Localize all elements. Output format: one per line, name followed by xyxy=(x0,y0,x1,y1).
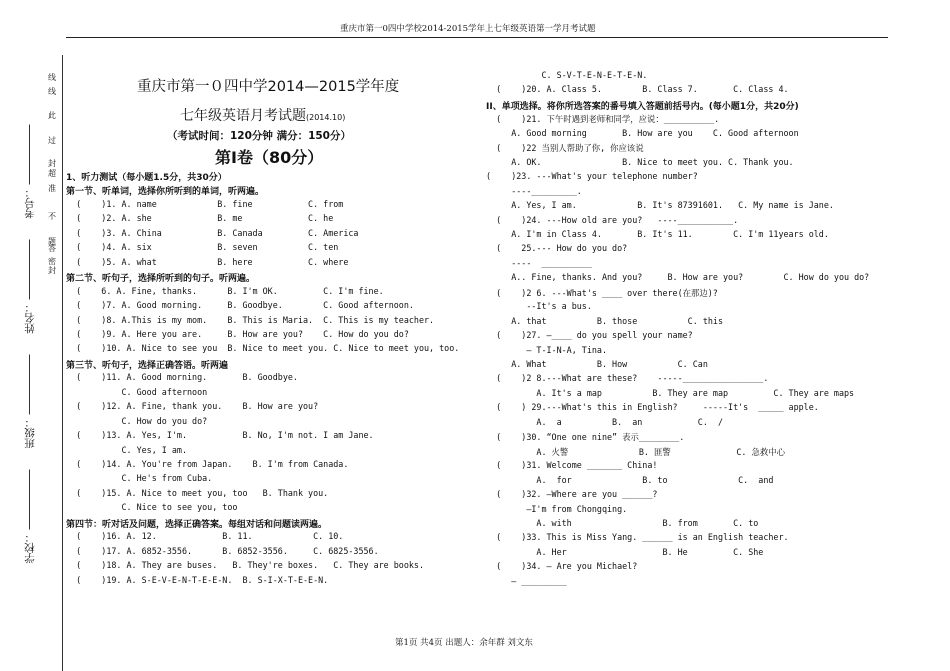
text-line: C. Yes, I am. xyxy=(66,444,188,455)
text-line: ( )19. A. S-E-V-E-N-T-E-E-N. B. S-I-X-T-E-E-N. xyxy=(66,574,329,585)
info-field-label: 考号： xyxy=(24,187,36,219)
text-line: A. with B. from C. to xyxy=(486,517,759,528)
binding-char: 封 xyxy=(48,266,56,275)
text-line: A. What B. How C. Can xyxy=(486,359,708,369)
text-line: A.. Fine, thanks. And you? B. How are you? C. How do you do? xyxy=(486,272,870,283)
text-line: ( )22 当别人帮助了你, 你应该说 xyxy=(486,143,644,154)
binding-line xyxy=(62,55,63,671)
text-line: ( )13. A. Yes, I'm. B. No, I'm not. I am Jane. xyxy=(66,430,374,441)
text-line: 第一节、听单词，选择你所听到的单词，听两遍。 xyxy=(66,187,265,198)
info-field-blank[interactable] xyxy=(30,470,31,530)
info-field-label: 学校： xyxy=(24,532,36,564)
text-line: ( )4. A. six B. seven C. ten xyxy=(66,242,339,253)
text-line: ( )17. A. 6852-3556. B. 6852-3556. C. 6825-3556. xyxy=(66,545,379,556)
text-line: A. 火警 B. 匪警 C. 急救中心 xyxy=(486,446,785,457)
text-line: ( )20. A. Class 5. B. Class 7. C. Class 4. xyxy=(486,84,789,95)
text-line: ( )18. A. They are buses. B. They're boxes. C. They are books. xyxy=(66,560,424,571)
text-line: C. How do you do? xyxy=(66,415,208,426)
text-line: A. OK. B. Nice to meet you. C. Thank you. xyxy=(486,156,794,167)
text-line: A. Good morning B. How are you C. Good afternoon xyxy=(486,127,799,138)
binding-char: 准 xyxy=(48,184,56,193)
text-line: ( )21. 下午时遇到老师和同学，应说：__________. xyxy=(486,114,720,125)
text-line: 第二节、听句子，选择所听到的句子。听两遍。 xyxy=(66,274,256,285)
text-line: --It's a bus. xyxy=(486,301,592,312)
binding-char: 密 xyxy=(48,257,56,266)
info-field[interactable] xyxy=(22,470,37,564)
text-line: ( )15. A. Nice to meet you, too B. Thank you. xyxy=(66,487,329,498)
exam-time: （考试时间：120分钟 满分：150分） xyxy=(167,130,351,142)
info-field-blank[interactable] xyxy=(30,240,31,300)
text-line: ( )12. A. Fine, thank you. B. How are you? xyxy=(66,401,319,412)
text-line: ( )2 6. ---What's ____ over there(在那边)? xyxy=(486,287,718,298)
text-line: II、单项选择。将你所选答案的番号填入答题前括号内。(每小题1分，共20分) xyxy=(486,101,799,112)
info-field-blank[interactable] xyxy=(30,355,31,415)
text-line: ( )14. A. You're from Japan. B. I'm from Canada. xyxy=(66,459,349,469)
text-line: ( )33. This is Miss Yang. ______ is an English teacher. xyxy=(486,532,789,543)
text-line: ( )10. A. Nice to see you B. Nice to meet you. C. Nice to meet you, too. xyxy=(66,343,460,354)
binding-char: 封 xyxy=(48,159,56,168)
text-line: ( ) 29.---What's this in English? -----It's _____ apple. xyxy=(486,402,819,413)
text-line: — _________ xyxy=(486,575,567,586)
exam-date: (2014.10) xyxy=(306,113,346,122)
text-line: A. that B. those C. this xyxy=(486,315,723,326)
text-line: ( )3. A. China B. Canada C. America xyxy=(66,227,359,238)
text-line: A. Yes, I am. B. It's 87391601. C. My name is Jane. xyxy=(486,200,834,211)
text-line: C. He's from Cuba. xyxy=(66,473,213,484)
text-line: ( )7. A. Good morning. B. Goodbye. C. Good afternoon. xyxy=(66,300,414,311)
exam-title xyxy=(180,105,345,125)
text-line: ( )11. A. Good morning. B. Goodbye. xyxy=(66,372,298,383)
info-field[interactable] xyxy=(22,355,37,449)
text-line: ( )34. — Are you Michael? xyxy=(486,561,638,572)
text-line: ( )31. Welcome _______ China! xyxy=(486,460,658,471)
exam-title-school: 重庆市第一０四中学2014—2015学年度 xyxy=(137,79,400,95)
text-line: — T-I-N-A, Tina. xyxy=(486,344,608,355)
text-line: C. S-V-T-E-N-E-T-E-N. xyxy=(486,70,648,80)
text-line: ( )2. A. she B. me C. he xyxy=(66,213,334,224)
text-line: ( 6. A. Fine, thanks. B. I'm OK. C. I'm fine. xyxy=(66,285,384,296)
binding-char: 不 xyxy=(48,212,56,221)
page-footer: 第1页 共4页 出题人：余年群 刘文东 xyxy=(395,638,533,648)
text-line: ( )1. A. name B. fine C. from xyxy=(66,198,344,209)
text-line: ( 25.--- How do you do? xyxy=(486,243,628,254)
text-line: ( )30. “One one nine” 表示________. xyxy=(486,432,685,443)
text-line: ( )24. ---How old are you? ----___________. xyxy=(486,214,739,225)
text-line: ( )32. —Where are you ______? xyxy=(486,489,658,500)
text-line: 第三节、听句子，选择正确答语。听两遍 xyxy=(66,360,229,371)
text-line: 第四节：听对话及问题，选择正确答案。每组对话和问题读两遍。 xyxy=(66,519,328,530)
text-line: ( )8. A.This is my mom. B. This is Maria. C. This is my teacher. xyxy=(66,314,435,325)
binding-char: 超 xyxy=(48,169,56,178)
info-field-blank[interactable] xyxy=(30,125,31,185)
text-line: —I'm from Chongqing. xyxy=(486,503,628,514)
text-line: A. I'm in Class 4. B. It's 11. C. I'm 11years old. xyxy=(486,228,829,239)
text-line: A. for B. to C. and xyxy=(486,474,774,485)
text-line: ----_________. xyxy=(486,185,582,196)
text-line: ---- __________ xyxy=(486,257,592,268)
text-line: ( )5. A. what B. here C. where xyxy=(66,256,349,267)
text-line: 1、听力测试（每小题1.5分，共30分） xyxy=(66,173,227,183)
binding-char: 题 xyxy=(48,237,56,246)
text-line: ( )16. A. 12. B. 11. C. 10. xyxy=(66,531,344,542)
binding-char: 线 xyxy=(48,73,56,82)
text-line: A. It's a map B. They are map C. They are maps xyxy=(486,387,855,398)
binding-char: 此 xyxy=(48,111,56,120)
text-line: C. Nice to see you, too xyxy=(66,502,238,513)
binding-char: 线 xyxy=(48,87,56,96)
page-header: 重庆市第一0四中学校2014-2015学年上七年级英语第一学月考试题 xyxy=(340,24,596,34)
text-line: ( )27. —____ do you spell your name? xyxy=(486,330,693,341)
text-line: ( )9. A. Here you are. B. How are you? C. How do you do? xyxy=(66,328,409,339)
binding-char: 过 xyxy=(48,136,56,145)
volume-title: 第Ⅰ卷（80分） xyxy=(215,148,324,167)
binding-char: 答 xyxy=(48,244,56,253)
exam-title-text: 七年级英语月考试题 xyxy=(180,108,306,124)
text-line: C. Good afternoon xyxy=(66,386,208,397)
info-field[interactable] xyxy=(22,240,37,334)
header-rule xyxy=(66,37,888,38)
info-field-label: 班级： xyxy=(24,417,36,449)
text-line: A. Her B. He C. She xyxy=(486,546,764,557)
text-line: ( )23. ---What's your telephone number? xyxy=(486,171,698,182)
info-field[interactable] xyxy=(22,125,37,219)
info-field-label: 姓名： xyxy=(24,302,36,334)
text-line: A. a B. an C. / xyxy=(486,416,723,427)
text-line: ( )2 8.---What are these? -----________________. xyxy=(486,373,769,384)
